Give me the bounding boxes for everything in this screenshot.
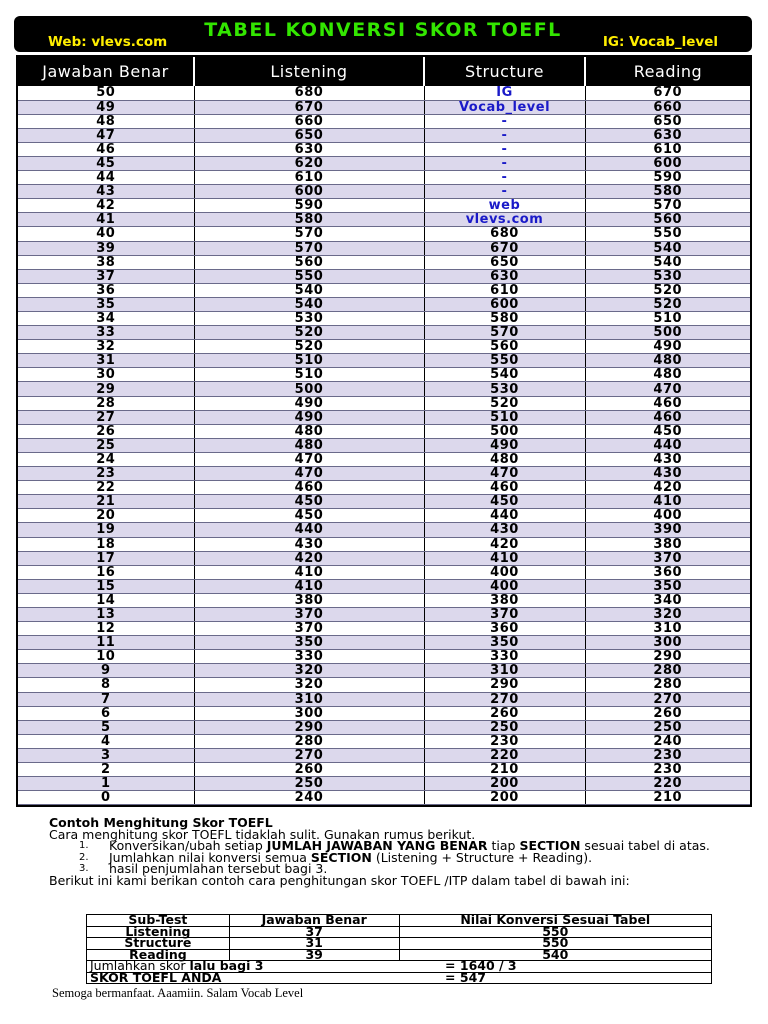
table-cell: - — [424, 156, 585, 170]
table-row — [18, 227, 750, 241]
table-row — [18, 537, 750, 551]
table-cell: 680 — [424, 227, 585, 241]
table-cell: 250 — [585, 720, 750, 734]
table-cell: 580 — [424, 312, 585, 326]
conversion-header-cell: Structure — [424, 57, 585, 86]
table-cell: 460 — [585, 396, 750, 410]
table-cell: 540 — [424, 368, 585, 382]
table-cell: 580 — [585, 185, 750, 199]
table-cell: 27 — [18, 410, 194, 424]
table-cell: - — [424, 142, 585, 156]
table-cell: 30 — [18, 368, 194, 382]
table-cell: 630 — [424, 269, 585, 283]
table-row — [18, 354, 750, 368]
table-cell: 650 — [194, 128, 424, 142]
table-row — [18, 509, 750, 523]
table-cell: 7 — [18, 692, 194, 706]
table-row — [18, 283, 750, 297]
table-cell: 630 — [194, 142, 424, 156]
final-score-label: SKOR TOEFL ANDA — [87, 972, 400, 984]
table-cell: 510 — [194, 354, 424, 368]
table-row — [18, 255, 750, 269]
example-table — [86, 914, 712, 984]
table-cell: 490 — [194, 410, 424, 424]
table-cell: 42 — [18, 199, 194, 213]
table-cell: 490 — [194, 396, 424, 410]
table-cell: 15 — [18, 579, 194, 593]
table-row — [18, 664, 750, 678]
notes-step: 1. Konversikan/ubah setiap JUMLAH JAWABAN YANG BENAR tiap SECTION sesuai tabel di atas. — [79, 838, 710, 853]
table-row — [18, 199, 750, 213]
conversion-table-body — [18, 86, 750, 805]
table-cell: 310 — [194, 692, 424, 706]
footer-note: Semoga bermanfaat. Aaamiin. Salam Vocab Level — [52, 986, 304, 1000]
table-cell: 530 — [194, 312, 424, 326]
table-cell: 500 — [194, 382, 424, 396]
table-cell: 530 — [585, 269, 750, 283]
table-cell: 38 — [18, 255, 194, 269]
table-cell: 520 — [424, 396, 585, 410]
table-cell: 33 — [18, 326, 194, 340]
table-cell: 320 — [585, 607, 750, 621]
table-cell: 470 — [194, 452, 424, 466]
table-cell: 2 — [18, 763, 194, 777]
table-cell: 270 — [585, 692, 750, 706]
table-cell: 510 — [585, 312, 750, 326]
table-cell: 210 — [424, 763, 585, 777]
calculation-notes — [49, 817, 729, 886]
example-cell: 39 — [229, 949, 399, 961]
table-cell: 510 — [424, 410, 585, 424]
table-cell: 37 — [18, 269, 194, 283]
notes-intro: Cara menghitung skor TOEFL tidaklah sulit. Gunakan rumus berikut. — [49, 826, 476, 842]
table-cell: 220 — [585, 777, 750, 791]
table-cell: 370 — [585, 551, 750, 565]
table-cell: 450 — [194, 495, 424, 509]
instagram-label: IG: Vocab_level — [602, 34, 718, 50]
table-cell: 270 — [424, 692, 585, 706]
table-row — [18, 241, 750, 255]
table-cell: 48 — [18, 114, 194, 128]
table-cell: 4 — [18, 734, 194, 748]
table-cell: 35 — [18, 297, 194, 311]
table-cell: 280 — [194, 734, 424, 748]
table-cell: 440 — [424, 509, 585, 523]
table-row — [18, 142, 750, 156]
table-cell: 290 — [194, 720, 424, 734]
table-cell: 420 — [194, 551, 424, 565]
table-row — [18, 593, 750, 607]
table-cell: 660 — [194, 114, 424, 128]
table-row — [18, 636, 750, 650]
table-cell: 420 — [424, 537, 585, 551]
table-row — [18, 481, 750, 495]
table-cell: 340 — [585, 593, 750, 607]
example-cell: 540 — [399, 949, 711, 961]
table-cell: 650 — [585, 114, 750, 128]
table-cell: 230 — [585, 748, 750, 762]
conversion-table — [18, 57, 750, 805]
table-row — [18, 438, 750, 452]
table-row — [18, 551, 750, 565]
table-cell: 26 — [18, 424, 194, 438]
table-cell: 550 — [424, 354, 585, 368]
table-cell: 11 — [18, 636, 194, 650]
table-cell: 500 — [424, 424, 585, 438]
table-cell: 430 — [424, 523, 585, 537]
table-cell: 480 — [194, 438, 424, 452]
example-cell: 37 — [229, 926, 399, 938]
table-cell: 620 — [194, 156, 424, 170]
table-cell: 270 — [194, 748, 424, 762]
table-cell: 540 — [585, 255, 750, 269]
table-cell: 280 — [585, 664, 750, 678]
table-cell: 480 — [585, 368, 750, 382]
table-cell: 390 — [585, 523, 750, 537]
table-cell: 400 — [424, 579, 585, 593]
table-cell: 600 — [194, 185, 424, 199]
table-row — [18, 777, 750, 791]
table-cell: - — [424, 114, 585, 128]
table-row — [18, 171, 750, 185]
conversion-header-cell: Reading — [585, 57, 750, 86]
table-row — [18, 467, 750, 481]
table-cell: 650 — [424, 255, 585, 269]
table-row — [18, 622, 750, 636]
table-cell: 320 — [194, 678, 424, 692]
table-cell: 250 — [424, 720, 585, 734]
table-cell: 400 — [424, 565, 585, 579]
table-cell: 570 — [585, 199, 750, 213]
table-cell: 680 — [194, 86, 424, 100]
table-cell: 450 — [424, 495, 585, 509]
table-cell: 17 — [18, 551, 194, 565]
table-cell: 8 — [18, 678, 194, 692]
table-row — [18, 382, 750, 396]
table-cell: 380 — [194, 593, 424, 607]
table-row — [18, 791, 750, 805]
table-cell: Vocab_level — [424, 100, 585, 114]
table-cell: 25 — [18, 438, 194, 452]
table-cell: 20 — [18, 509, 194, 523]
table-cell: 23 — [18, 467, 194, 481]
table-cell: web — [424, 199, 585, 213]
table-row — [18, 410, 750, 424]
table-cell: 360 — [585, 565, 750, 579]
table-row — [18, 114, 750, 128]
table-cell: 400 — [585, 509, 750, 523]
table-cell: 490 — [424, 438, 585, 452]
table-cell: 420 — [585, 481, 750, 495]
table-row — [18, 312, 750, 326]
table-cell: 590 — [585, 171, 750, 185]
table-cell: 21 — [18, 495, 194, 509]
table-cell: 350 — [194, 636, 424, 650]
table-cell: 540 — [194, 283, 424, 297]
table-cell: 430 — [585, 452, 750, 466]
table-cell: 670 — [585, 86, 750, 100]
example-cell: Reading — [87, 949, 230, 961]
table-cell: 540 — [585, 241, 750, 255]
table-cell: 440 — [194, 523, 424, 537]
table-cell: 45 — [18, 156, 194, 170]
table-cell: 200 — [424, 777, 585, 791]
table-cell: 50 — [18, 86, 194, 100]
table-cell: 670 — [424, 241, 585, 255]
table-row — [18, 692, 750, 706]
table-cell: 320 — [194, 664, 424, 678]
table-cell: 370 — [194, 622, 424, 636]
table-cell: 230 — [424, 734, 585, 748]
table-cell: 480 — [194, 424, 424, 438]
table-cell: 290 — [424, 678, 585, 692]
table-cell: 310 — [424, 664, 585, 678]
table-cell: 13 — [18, 607, 194, 621]
table-cell: 530 — [424, 382, 585, 396]
conversion-header-cell: Jawaban Benar — [18, 57, 194, 86]
table-cell: 460 — [424, 481, 585, 495]
example-header-cell: Nilai Konversi Sesuai Tabel — [399, 915, 711, 927]
table-cell: 480 — [424, 452, 585, 466]
table-cell: 570 — [194, 241, 424, 255]
table-cell: 450 — [194, 509, 424, 523]
table-row — [18, 452, 750, 466]
table-cell: 440 — [585, 438, 750, 452]
notes-outro: Berikut ini kami berikan contoh cara penghitungan skor TOEFL /ITP dalam tabel di bawah ini: — [49, 872, 630, 888]
table-cell: 210 — [585, 791, 750, 805]
table-cell: 300 — [585, 636, 750, 650]
example-cell: 31 — [229, 938, 399, 950]
table-cell: 0 — [18, 791, 194, 805]
table-cell: 460 — [194, 481, 424, 495]
table-cell: 380 — [585, 537, 750, 551]
table-cell: 410 — [194, 565, 424, 579]
example-header-cell: Sub-Test — [87, 915, 230, 927]
table-row — [18, 720, 750, 734]
table-cell: 560 — [424, 340, 585, 354]
table-cell: 330 — [194, 650, 424, 664]
table-cell: 470 — [424, 467, 585, 481]
table-cell: 46 — [18, 142, 194, 156]
title-banner — [14, 16, 752, 52]
table-row — [18, 763, 750, 777]
table-cell: 240 — [585, 734, 750, 748]
table-row — [18, 523, 750, 537]
table-cell: - — [424, 185, 585, 199]
table-cell: 580 — [194, 213, 424, 227]
table-cell: 9 — [18, 664, 194, 678]
table-cell: 500 — [585, 326, 750, 340]
table-cell: 3 — [18, 748, 194, 762]
table-cell: 520 — [194, 326, 424, 340]
table-cell: 330 — [424, 650, 585, 664]
table-cell: 490 — [585, 340, 750, 354]
sum-label: Jumlahkan skor lalu bagi 3 — [87, 961, 400, 973]
notes-heading: Contoh Menghitung Skor TOEFL — [49, 815, 273, 830]
table-cell: 570 — [424, 326, 585, 340]
table-cell: 600 — [585, 156, 750, 170]
table-cell: 240 — [194, 791, 424, 805]
table-row — [18, 678, 750, 692]
table-cell: 14 — [18, 593, 194, 607]
table-cell: 310 — [585, 622, 750, 636]
table-row — [18, 297, 750, 311]
table-row — [18, 396, 750, 410]
table-cell: 520 — [194, 340, 424, 354]
table-row — [18, 128, 750, 142]
example-cell: Listening — [87, 926, 230, 938]
table-cell: 610 — [585, 142, 750, 156]
table-cell: 540 — [194, 297, 424, 311]
example-final-row — [87, 972, 712, 984]
table-cell: 350 — [424, 636, 585, 650]
website-label: Web: vlevs.com — [48, 34, 168, 50]
table-cell: 36 — [18, 283, 194, 297]
table-cell: 570 — [194, 227, 424, 241]
table-row — [18, 156, 750, 170]
table-cell: IG — [424, 86, 585, 100]
final-score-value: = 547 — [399, 972, 711, 984]
notes-step: 2. Jumlahkan nilai konversi semua SECTION (Listening + Structure + Reading). — [79, 849, 593, 865]
table-cell: 260 — [194, 763, 424, 777]
table-cell: 410 — [424, 551, 585, 565]
table-row — [18, 340, 750, 354]
table-cell: 460 — [585, 410, 750, 424]
conversion-table-header — [18, 57, 750, 86]
table-cell: 250 — [194, 777, 424, 791]
table-row — [18, 706, 750, 720]
table-cell: 24 — [18, 452, 194, 466]
table-cell: 660 — [585, 100, 750, 114]
table-cell: 430 — [585, 467, 750, 481]
table-row — [18, 326, 750, 340]
conversion-header-cell: Listening — [194, 57, 424, 86]
table-row — [18, 734, 750, 748]
table-cell: 550 — [585, 227, 750, 241]
table-cell: 43 — [18, 185, 194, 199]
table-cell: 34 — [18, 312, 194, 326]
table-row — [18, 495, 750, 509]
table-cell: 39 — [18, 241, 194, 255]
table-cell: 290 — [585, 650, 750, 664]
sum-value: = 1640 / 3 — [399, 961, 711, 973]
example-header-cell: Jawaban Benar — [229, 915, 399, 927]
table-row — [18, 748, 750, 762]
table-cell: 450 — [585, 424, 750, 438]
table-row — [18, 100, 750, 114]
table-cell: 670 — [194, 100, 424, 114]
table-cell: 32 — [18, 340, 194, 354]
table-row — [18, 86, 750, 100]
example-cell: 550 — [399, 938, 711, 950]
table-cell: 380 — [424, 593, 585, 607]
example-cell: Structure — [87, 938, 230, 950]
table-cell: 520 — [585, 283, 750, 297]
table-cell: 5 — [18, 720, 194, 734]
table-cell: 510 — [194, 368, 424, 382]
table-row — [18, 565, 750, 579]
table-row — [18, 579, 750, 593]
table-cell: 600 — [424, 297, 585, 311]
table-cell: - — [424, 171, 585, 185]
table-cell: 28 — [18, 396, 194, 410]
table-cell: 6 — [18, 706, 194, 720]
table-cell: 560 — [585, 213, 750, 227]
table-cell: - — [424, 128, 585, 142]
table-cell: 470 — [194, 467, 424, 481]
table-cell: 47 — [18, 128, 194, 142]
table-cell: vlevs.com — [424, 213, 585, 227]
table-cell: 31 — [18, 354, 194, 368]
table-cell: 370 — [424, 607, 585, 621]
table-cell: 41 — [18, 213, 194, 227]
table-cell: 200 — [424, 791, 585, 805]
table-cell: 49 — [18, 100, 194, 114]
table-cell: 610 — [194, 171, 424, 185]
table-cell: 18 — [18, 537, 194, 551]
table-cell: 550 — [194, 269, 424, 283]
page-title: TABEL KONVERSI SKOR TOEFL — [204, 19, 562, 41]
table-cell: 260 — [585, 706, 750, 720]
table-cell: 520 — [585, 297, 750, 311]
table-cell: 44 — [18, 171, 194, 185]
table-cell: 370 — [194, 607, 424, 621]
conversion-table-container — [16, 55, 752, 807]
table-cell: 16 — [18, 565, 194, 579]
table-cell: 220 — [424, 748, 585, 762]
table-cell: 470 — [585, 382, 750, 396]
table-cell: 300 — [194, 706, 424, 720]
table-row — [18, 424, 750, 438]
table-cell: 560 — [194, 255, 424, 269]
table-cell: 630 — [585, 128, 750, 142]
table-cell: 350 — [585, 579, 750, 593]
table-row — [18, 185, 750, 199]
table-cell: 10 — [18, 650, 194, 664]
table-cell: 29 — [18, 382, 194, 396]
table-cell: 12 — [18, 622, 194, 636]
table-cell: 480 — [585, 354, 750, 368]
table-cell: 590 — [194, 199, 424, 213]
table-cell: 19 — [18, 523, 194, 537]
table-cell: 40 — [18, 227, 194, 241]
table-cell: 260 — [424, 706, 585, 720]
example-cell: 550 — [399, 926, 711, 938]
table-cell: 280 — [585, 678, 750, 692]
table-cell: 1 — [18, 777, 194, 791]
table-row — [18, 269, 750, 283]
notes-step: 3. hasil penjumlahan tersebut bagi 3. — [79, 861, 328, 876]
table-cell: 430 — [194, 537, 424, 551]
notes-steps — [79, 840, 729, 875]
table-row — [18, 368, 750, 382]
table-row — [18, 650, 750, 664]
table-cell: 610 — [424, 283, 585, 297]
table-cell: 360 — [424, 622, 585, 636]
table-cell: 22 — [18, 481, 194, 495]
table-row — [18, 607, 750, 621]
table-row — [18, 213, 750, 227]
table-cell: 230 — [585, 763, 750, 777]
table-cell: 410 — [585, 495, 750, 509]
table-cell: 410 — [194, 579, 424, 593]
